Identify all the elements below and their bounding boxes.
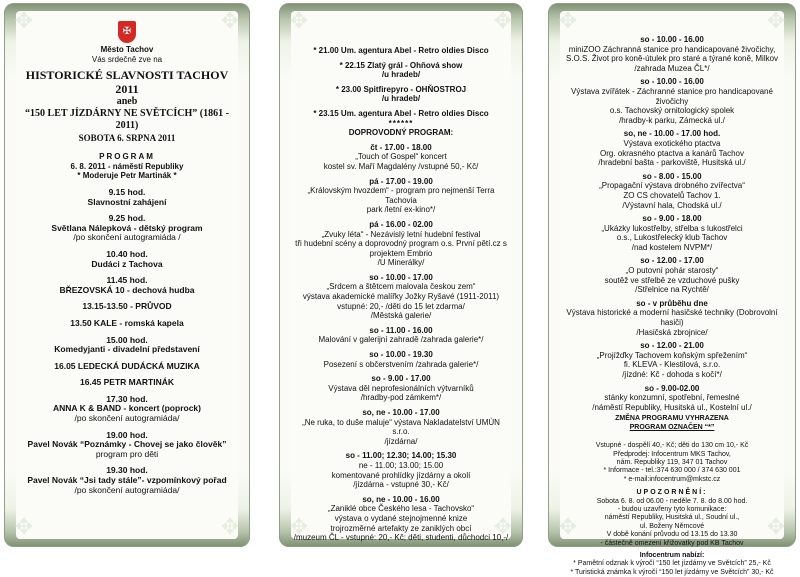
program-item-text: Výstava děl neprofesionálních výtvarníků (328, 383, 474, 393)
program-item-time: 19.30 hod. (106, 465, 148, 476)
ornament-icon: ✥ (766, 9, 786, 34)
ornament-icon: ✥ (766, 515, 786, 540)
poster-panel-2 (279, 3, 523, 547)
program-item-text: /po skončení autogramiáda/ (74, 413, 180, 424)
program-item-time: 13.15-13.50 - PRŮVOD (82, 301, 172, 312)
program-item-time: 15.00 hod. (106, 334, 148, 345)
program-item-text: vstupné: 20,- /děti do 15 let zdarma/ (337, 301, 465, 311)
program-item-time: pá - 17.00 - 19.00 (369, 176, 433, 186)
program-item (18, 336, 236, 355)
program-item-time: * 22.15 Zlatý grál - Ohňová show (339, 60, 463, 70)
program-item-time: 17.30 hod. (106, 393, 148, 404)
program-item-time: so - 11.00 - 16.00 (369, 325, 433, 335)
moderator-line: * Moderuje Petr Martinák * (77, 171, 177, 181)
town-name: Město Tachov (100, 45, 154, 54)
program-item-time: pá - 16.00 - 02.00 (369, 219, 433, 229)
notice-heading: UPOZORNĚNÍ: (636, 489, 708, 497)
program-item-text: /Výstavní hala, Chodská ul./ (622, 200, 722, 210)
program-item-text: trojrozměrné artefakty ze zaniklých obcí (330, 523, 472, 533)
program-item-text: /jízdné: Kč - dohoda s kočí*/ (622, 370, 722, 379)
event-title: HISTORICKÉ SLAVNOSTI TACHOV 2011 (25, 68, 229, 97)
program-item (18, 378, 236, 388)
program-item-time: so - 10.00 - 17.00 (369, 272, 433, 282)
program-item-text: „Zaniklé obce Českého lesa - Tachovsko“ (327, 504, 475, 514)
program-item-text: stánky konzumní, spotřební, řemeslné (604, 393, 740, 403)
program-item-time: 16.05 LEDECKÁ DUDÁCKÁ MUZIKA (54, 360, 200, 371)
program-item-text: BŘEZOVSKÁ 10 - dechová hudba (59, 284, 195, 295)
program-item-time: * 23.15 Um. agentura Abel - Retro oldies Disco (313, 108, 489, 118)
program-item-text: Org. okrasného ptactva a kanárů Tachov (600, 148, 744, 158)
program-heading: PROGRAM (99, 152, 155, 162)
program-item (293, 85, 509, 104)
program-item-text: miniZOO Záchranná stanice pro handicapované živočichy, (568, 44, 776, 54)
ticket-info (562, 442, 782, 484)
notice-line: - budou uzavřeny tyto komunikace: (617, 506, 727, 514)
program-item-time: 16.45 PETR MARTINÁK (80, 377, 174, 388)
program-item-text: /U Minerálky/ (377, 258, 425, 268)
program-item-text: Výstava zvířátek - Záchranné stanice pro handicapované živočichy (571, 86, 773, 106)
poster-panel-3 (548, 3, 796, 576)
program-item-text: „Královským hvozdem“ - program pro nejmenší Terra Tachovia (307, 186, 495, 205)
accompanying-program-heading: DOPROVODNÝ PROGRAM: (348, 128, 454, 138)
program-item-text: ZO CS chovatelů Tachov 1. (623, 190, 721, 200)
program-item-text: komentované prohlídky jízdárny a okolí (331, 470, 471, 480)
notice-line: - částečně omezení křižovatky pod KB Tachov (600, 539, 744, 547)
program-item (293, 374, 509, 403)
program-item-text: /náměstí Republiky, Husitská ul., Kostelní ul./ (592, 402, 752, 412)
program-item-text: tři hudební scény a doprovodný program o.s. První pětí.cz s projektem Embrio (295, 239, 507, 258)
program-item-time: * 23.00 Spitfirepyro - OHŇOSTROJ (335, 84, 467, 94)
program-item-text: /Hasičská zbrojnice/ (636, 327, 708, 337)
program-item-text: „Ukázky lukostřelby, střelba s lukostřelci (601, 223, 743, 233)
ornament-icon: ✥ (558, 515, 578, 540)
program-item-time: 11.45 hod. (106, 275, 148, 286)
program-item-text: „Touch of Gospel“ koncert (355, 152, 447, 162)
notice-line: náměstí Republiky, Husitská ul., Soudní ul., (604, 514, 740, 522)
program-item-text: Komedyjanti - divadelní představení (54, 344, 200, 355)
program-change-note: ZMĚNA PROGRAMU VYHRAZENA (615, 415, 729, 423)
invitation-line: Vás srdečně zve na (91, 54, 163, 64)
program-item (18, 466, 236, 495)
accompanying-program-list (293, 143, 509, 543)
program-item-text: „Srdcem a štětcem malovala českou zem“ (326, 282, 476, 292)
program-item-text: /muzeum ČL - vstupné: 20,- Kč; děti, studenti, důchodci 10,-/ (293, 533, 509, 543)
separator-stars: ****** (388, 118, 414, 128)
program-item-text: /hradební bašta - parkoviště, Husitská ul./ (598, 158, 746, 168)
program-item-time: so - 12.00 - 17.00 (640, 256, 704, 266)
program-item (293, 273, 509, 321)
program-item-text: Dudáci z Tachova (91, 258, 163, 269)
program-item (562, 172, 782, 210)
offer-line: * Turistická známka k výročí “150 let jízdárny ve Světcích” 30,- Kč (570, 568, 774, 576)
town-coat-of-arms-icon: ✠ (118, 21, 136, 43)
title-connector: aneb (116, 96, 138, 108)
program-item-time: so - v průběhu dne (636, 298, 708, 308)
program-item-text: /nad kostelem NVPM*/ (631, 242, 713, 252)
ornament-icon: ✥ (289, 9, 309, 34)
program-item-time: 10.40 hod. (106, 248, 148, 259)
program-item (562, 341, 782, 379)
program-item-text: „Ne ruka, to duše maluje“ výstava Nakladatelství UMÚN s.r.o. (302, 417, 500, 437)
program-item (18, 276, 236, 295)
program-item-text: Malování v galerijní zahradě /zahrada galerie*/ (318, 335, 484, 345)
event-date: SOBOTA 6. SRPNA 2011 (78, 133, 176, 144)
program-item-text: Pavel Novák “Poznámky - Chovej se jako člověk” (27, 439, 227, 450)
program-item-time: so - 10.00 - 19.30 (369, 350, 433, 360)
program-item-text: Světlana Nálepková - dětský program (51, 222, 203, 233)
ornament-icon: ✥ (493, 9, 513, 34)
program-item-text: ne - 11.00; 13.00; 15.00 (358, 460, 444, 470)
ornament-icon: ✥ (558, 9, 578, 34)
exhibitions-list (562, 35, 782, 412)
program-item (293, 220, 509, 268)
ticket-info-line: * e-mail:infocentrum@mkstc.cz (623, 475, 721, 483)
program-item-time: so - 10.00 - 16.00 (640, 77, 704, 87)
infocenter-offer-list (562, 560, 782, 577)
program-item-time: 9.15 hod. (108, 186, 146, 197)
program-item-time: so, ne - 10.00 - 17.00 hod. (623, 129, 721, 139)
program-item (18, 431, 236, 460)
program-item (562, 214, 782, 252)
program-item-time: 13.50 KALE - romská kapela (70, 317, 184, 328)
program-item-time: so, ne - 10.00 - 17.00 (362, 408, 440, 417)
program-item-text: /jízdárna - vstupné 30,- Kč/ (353, 480, 449, 490)
main-program-list (18, 188, 236, 495)
program-item-time: so - 9.00-02.00 (644, 383, 700, 393)
program-item-text: „Propagační výstava drobného zvířectva“ (599, 181, 745, 191)
program-item-time: so, ne - 10.00 - 16.00 (362, 494, 440, 504)
program-item-text: /po skončení autogramiáda/ (74, 484, 180, 495)
program-item-text: /Městská galerie/ (370, 311, 432, 321)
program-item-text: /hradby-pod zámkem*/ (360, 393, 442, 403)
program-item-text: /po skončení autogramiáda / (73, 232, 181, 243)
notice-line: ul. Boženy Němcové (639, 522, 705, 530)
program-place: 6. 8. 2011 - náměstí Republiky (70, 161, 184, 171)
panel-1-content (18, 11, 236, 495)
offer-line: * Pamětní odznak k výročí “150 let jízdárny ve Světcích” 25,- Kč (573, 560, 771, 568)
program-item (18, 319, 236, 329)
program-item-text: Výstava exotického ptactva (623, 138, 721, 148)
notice-text (562, 498, 782, 548)
ticket-info-line: nám. Republiky 119, 347 01 Tachov (616, 459, 728, 466)
ticket-info-line: Vstupné - dospělí 40,- Kč; děti do 130 cm 10,- Kč (595, 442, 749, 450)
program-item-text: program pro děti (95, 448, 159, 459)
ornament-icon: ✥ (289, 515, 309, 540)
program-item-text: fi. KLEVA - Klestilová, s.r.o. (623, 360, 721, 370)
program-item-text: „Projížďky Tachovem koňským spřežením“ (596, 350, 748, 360)
ornament-icon: ✥ (493, 515, 513, 540)
program-item-text: /Střelnice na Rychtě/ (635, 285, 709, 295)
program-item (293, 143, 509, 172)
program-item-text: /u hradeb/ (381, 70, 421, 80)
program-item-time: so - 12.00 - 21.00 (640, 341, 704, 351)
infocenter-offer-heading: Infocentrum nabízí: (639, 552, 705, 560)
program-item-time: so - 8.00 - 15.00 (642, 171, 702, 181)
program-item-time: * 21.00 Um. agentura Abel - Retro oldies Disco (313, 46, 489, 55)
program-item-time: so - 10.00 - 16.00 (640, 35, 704, 44)
program-item (18, 250, 236, 269)
program-item-time: so - 9.00 - 18.00 (642, 214, 702, 224)
event-subtitle: “150 LET JÍZDÁRNY NE SVĚTCÍCH” (1861 - 2011) (25, 108, 229, 132)
program-item-text: Výstava historické a moderní hasičské techniky (Dobrovolní hasiči) (566, 308, 778, 328)
program-item-text: ANNA K & BAND - koncert (poprock) (53, 403, 201, 414)
program-item (18, 302, 236, 312)
ornament-icon: ✥ (14, 9, 34, 34)
program-item (18, 395, 236, 424)
program-item-text: park /letní ex-kino*/ (366, 205, 436, 215)
program-item-text: výstava akademické malířky Jožky Ryšavé (1911-2011) (302, 292, 500, 302)
notice-line: Sobota 6. 8. od 06.00 - neděle 7. 8. do 8.00 hod. (596, 497, 748, 505)
program-item-text: /hradby-k parku, Zámecká ul./ (619, 115, 725, 125)
program-item (562, 384, 782, 413)
notice-line: V době konání průvodu od 13.15 do 13.30 (606, 531, 738, 539)
program-item-time: so - 11.00; 12.30; 14.00; 15.30 (345, 451, 457, 461)
program-item (293, 350, 509, 369)
program-item (293, 326, 509, 345)
ornament-icon: ✥ (220, 515, 240, 540)
program-item-text: Posezení s občerstvením /zahrada galerie*/ (323, 359, 479, 369)
program-item-time: čt - 17.00 - 18.00 (370, 142, 432, 152)
poster-panel-1 (4, 3, 250, 547)
program-item-text: /jízdárna/ (384, 436, 418, 446)
ticket-info-line: * Informace - tel.:374 630 000 / 374 630 001 (603, 467, 741, 475)
program-item-text: soutěž ve střelbě ze vzduchové pušky (604, 275, 740, 285)
program-item (293, 109, 509, 119)
program-item (18, 188, 236, 207)
ticket-info-line: Předprodej: Infocentrum MKS Tachov, (613, 450, 731, 458)
program-item-time: 9.25 hod. (108, 213, 146, 224)
program-item-text: /zahrada Muzea ČL*/ (634, 63, 710, 73)
program-item-text: výstava o vydané stejnojmenné knize (334, 513, 468, 523)
program-item (293, 408, 509, 446)
program-item-text: „Zvuky léta“ - Nezávislý letní hudební festival (321, 229, 481, 239)
program-item (18, 362, 236, 372)
panel-2-content (293, 41, 509, 543)
program-item (293, 177, 509, 215)
program-item-text: o.s. Tachovský ornitologický spolek (609, 106, 735, 116)
program-item-text: /u hradeb/ (381, 94, 421, 104)
program-item (293, 61, 509, 80)
ornament-icon: ✥ (220, 9, 240, 34)
program-item-text: „O putovní pohár starosty“ (625, 266, 719, 276)
ornament-icon: ✥ (14, 515, 34, 540)
panel-3-content (562, 31, 782, 577)
program-item-text: Pavel Novák “Jsi tady stále”- vzpomínkový pořad (27, 475, 227, 486)
program-item-text: Slavnostní zahájení (87, 196, 167, 207)
program-item-text: o.s., Lukostřelecký klub Tachov (616, 233, 728, 243)
program-item (293, 46, 509, 56)
evening-program-list (293, 46, 509, 119)
program-item (562, 129, 782, 167)
program-item (293, 451, 509, 489)
program-item-text: S.O.S. Život pro koně-útulek pro staré a týrané koně, Milkov (565, 54, 779, 64)
program-item (18, 214, 236, 243)
program-item (562, 299, 782, 337)
program-item-time: 19.00 hod. (106, 429, 148, 440)
program-item-text: kostel sv. Maří Magdalény /vstupné 50,- Kč/ (323, 161, 479, 171)
program-item (562, 35, 782, 73)
marked-program-note: PROGRAM OZNAČEN “*” (629, 423, 715, 431)
program-item (293, 495, 509, 543)
program-item-time: so - 9.00 - 17.00 (371, 374, 431, 384)
program-item (562, 256, 782, 294)
program-item (562, 77, 782, 125)
